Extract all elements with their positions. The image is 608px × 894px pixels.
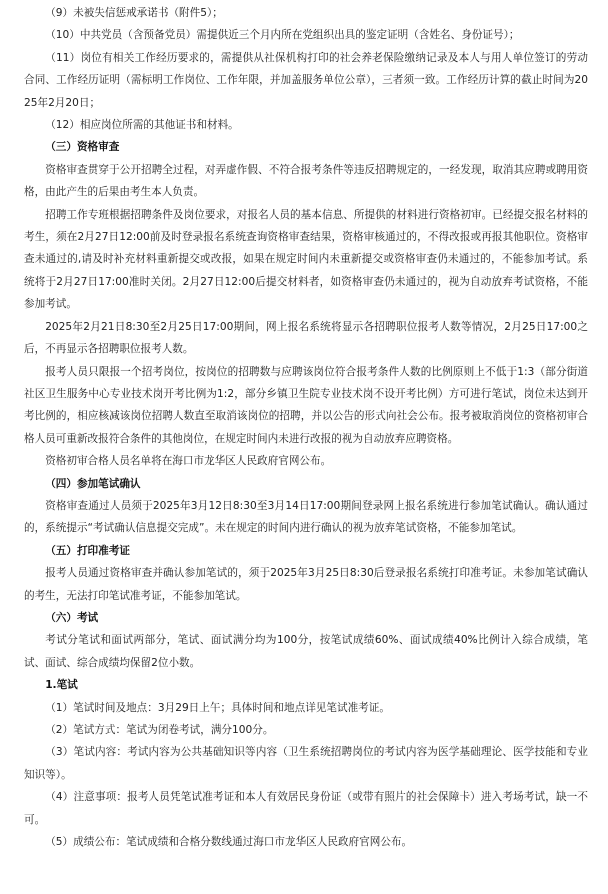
paragraph: 资格审查通过人员须于2025年3月12日8:30至3月14日17:00期间登录网上报名系统进行参加笔试确认。确认通过的，系统提示“考试确认信息提交完成”。未在规定的时间内进行确认的视为放弃笔试资格，不能参加笔试。 xyxy=(24,499,588,535)
list-item: （5）成绩公布：笔试成绩和合格分数线通过海口市龙华区人民政府官网公布。 xyxy=(45,836,413,849)
paragraph: 考试分笔试和面试两部分，笔试、面试满分均为100分，按笔试成绩60%、面试成绩40%比例计入综合成绩，笔试、面试、综合成绩均保留2位小数。 xyxy=(24,634,588,669)
paragraph: 招聘工作专班根据招聘条件及岗位要求，对报名人员的基本信息、所提供的材料进行资格初审。已经提交报名材料的考生，须在2月27日12:00前及时登录报名系统查询资格审查结果，资格审核通过的，不得改报或再报其他职位。资格审查未通过的,请及时补充材料重新提交或改报，如果在规定时间内未重新提交或资格审查仍未通过的，不能参加考试。系统将于2月27日17:00准时关闭。2月27日12:00后提交材料者，如资格审查仍未通过的，视为自动放弃考试资格，不能参加考试。 xyxy=(24,208,588,311)
section-heading-examination: （六）考试 xyxy=(45,611,99,624)
section-heading-exam-confirmation: （四）参加笔试确认 xyxy=(45,477,141,490)
list-item-10: （10）中共党员（含预备党员）需提供近三个月内所在党组织出具的鉴定证明（含姓名、身份证号）； xyxy=(45,29,520,42)
list-item: （2）笔试方式：笔试为闭卷考试，满分100分。 xyxy=(45,724,274,736)
section-heading-qualification-review: （三）资格审查 xyxy=(45,141,120,154)
list-item-11: （11）岗位有相关工作经历要求的，需提供从社保机构打印的社会养老保险缴纳记录及本人与用人单位签订的劳动合同、工作经历证明（需标明工作岗位、工作年限，并加盖服务单位公章），三者须一致。工作经历计算的截止时间为2025年2月20日； xyxy=(24,51,588,109)
paragraph: 资格审查贯穿于公开招聘全过程，对弄虚作假、不符合报考条件等违反招聘规定的，一经发现，取消其应聘或聘用资格，由此产生的后果由考生本人负责。 xyxy=(24,163,588,199)
subheading-written-exam: 1.笔试 xyxy=(45,679,78,692)
paragraph: 2025年2月21日8:30至2月25日17:00期间，网上报名系统将显示各招聘职位报考人数等情况，2月25日17:00之后，不再显示各招聘职位报考人数。 xyxy=(24,320,588,356)
paragraph: 报考人员只限报一个招考岗位，按岗位的招聘数与应聘该岗位符合报考条件人数的比例原则上不低于1:3（部分街道社区卫生服务中心专业技术岗开考比例为1:2，部分乡镇卫生院专业技术岗不设开考比例）方可进行笔试，岗位未达到开考比例的，相应核减该岗位招聘人数直至取消该岗位的招聘，并以公告的形式向社会公布。报考被取消岗位的资格初审合格人员可重新改报符合条件的其他岗位，在规定时间内未进行改报的视为自动放弃应聘资格。 xyxy=(24,365,588,445)
list-item: （4）注意事项：报考人员凭笔试准考证和本人有效居民身份证（或带有照片的社会保障卡）进入考场考试，缺一不可。 xyxy=(24,791,588,826)
paragraph: 资格初审合格人员名单将在海口市龙华区人民政府官网公布。 xyxy=(45,455,332,468)
list-item: （1）笔试时间及地点：3月29日上午；具体时间和地点详见笔试准考证。 xyxy=(45,701,390,714)
paragraph: 报考人员通过资格审查并确认参加笔试的，须于2025年3月25日8:30后登录报名系统打印准考证。未参加笔试确认的考生，无法打印笔试准考证，不能参加笔试。 xyxy=(24,567,588,602)
list-item: （3）笔试内容：考试内容为公共基础知识等内容（卫生系统招聘岗位的考试内容为医学基础理论、医学技能和专业知识等）。 xyxy=(24,746,588,781)
section-heading-print-admission-ticket: （五）打印准考证 xyxy=(45,544,130,557)
list-item-9: （9）未被失信惩戒承诺书（附件5）； xyxy=(45,7,223,19)
list-item-12: （12）相应岗位所需的其他证书和材料。 xyxy=(45,119,239,132)
